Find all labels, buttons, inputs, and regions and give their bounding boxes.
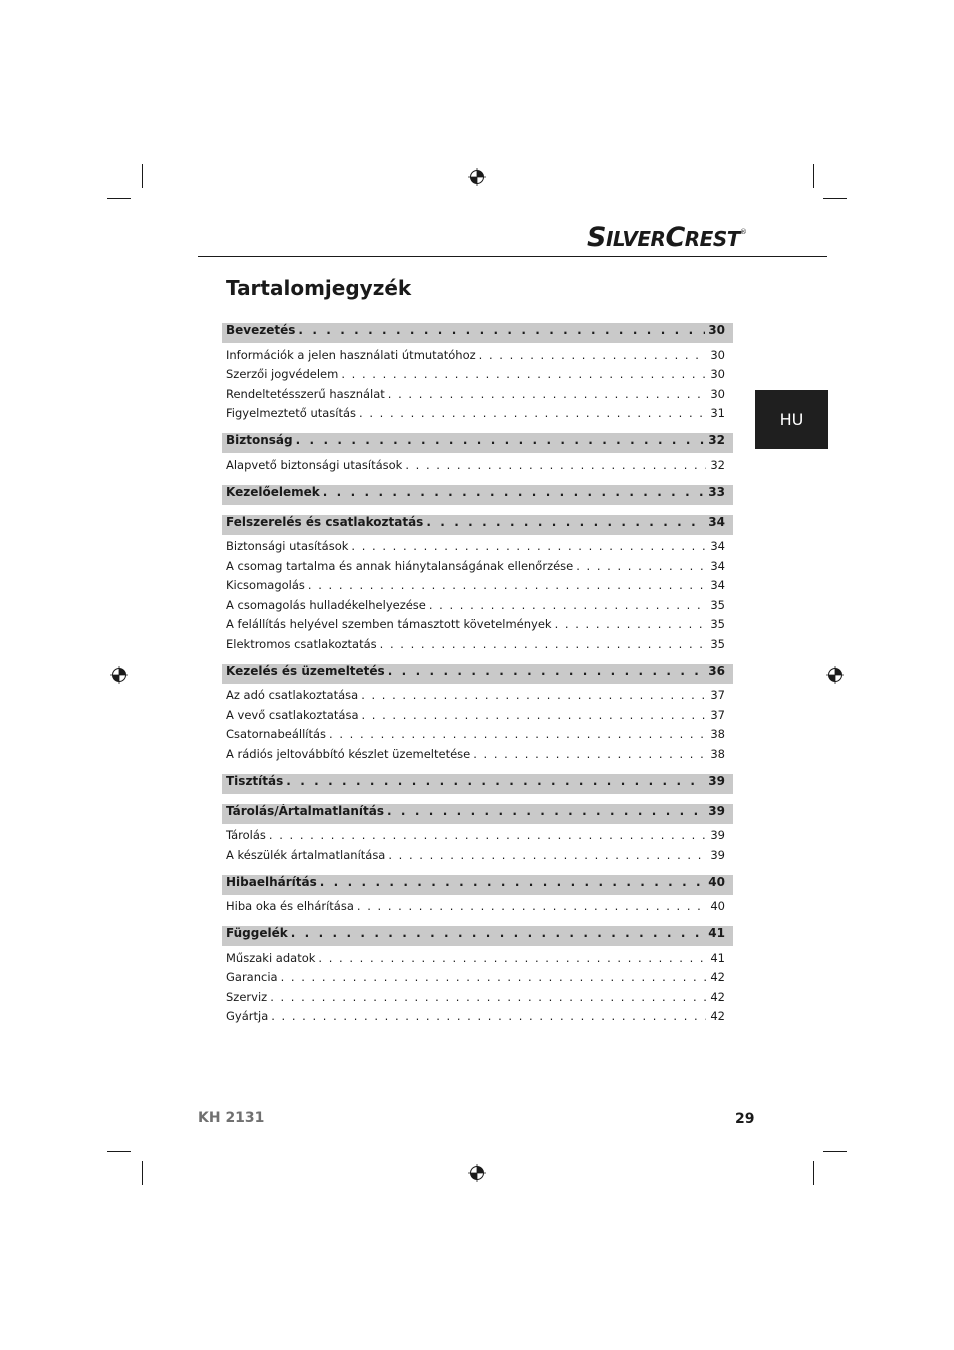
toc-entry[interactable]	[222, 345, 733, 365]
toc-dot-leader	[286, 774, 705, 788]
toc-section-title: Hibaelhárítás	[226, 874, 317, 889]
crop-mark	[107, 1151, 131, 1152]
toc-entry-page: 37	[710, 688, 725, 703]
toc-entry-page: 42	[710, 970, 725, 985]
toc-section-heading[interactable]	[222, 664, 733, 684]
language-tab-label: HU	[779, 410, 804, 429]
toc-entry-label: A felállítás helyével szemben támasztott követelmények	[226, 617, 552, 632]
toc-entry-label: Az adó csatlakoztatása	[226, 688, 359, 703]
toc-dot-leader	[318, 951, 706, 965]
toc-entry-page: 37	[710, 707, 725, 722]
toc-dot-leader	[323, 485, 706, 499]
registration-mark-icon	[468, 1164, 486, 1182]
toc-entry-label: A vevő csatlakoztatása	[226, 707, 359, 722]
toc-section-page: 41	[708, 926, 725, 940]
toc-entry[interactable]	[222, 744, 733, 764]
crop-mark	[823, 198, 847, 199]
toc-dot-leader	[357, 899, 706, 913]
toc-entry[interactable]	[222, 595, 733, 615]
toc-section-page: 33	[708, 484, 725, 499]
toc-entry[interactable]	[222, 365, 733, 385]
toc-entry[interactable]	[222, 455, 733, 475]
toc-entry[interactable]	[222, 897, 733, 917]
crop-mark	[813, 164, 814, 188]
toc-entry-label: Rendeltetésszerű használat	[226, 386, 385, 401]
toc-entry-page: 39	[710, 847, 725, 862]
crop-mark	[142, 164, 143, 188]
toc-entry[interactable]	[222, 1007, 733, 1027]
toc-section-title: Tisztítás	[226, 773, 284, 788]
toc-dot-leader	[329, 727, 706, 741]
toc-entry[interactable]	[222, 705, 733, 725]
toc-entry-label: Gyártja	[226, 1009, 269, 1024]
toc-entry[interactable]	[222, 725, 733, 745]
toc-entry-label: Szerviz	[226, 989, 268, 1004]
toc-entry-label: Kicsomagolás	[226, 578, 305, 593]
toc-dot-leader	[298, 323, 705, 337]
toc-section-page: 32	[708, 433, 725, 447]
toc-section-heading[interactable]	[222, 804, 733, 824]
toc-dot-leader	[388, 664, 706, 678]
toc-section-page: 30	[708, 323, 725, 337]
toc-dot-leader	[405, 458, 706, 472]
toc-section-title: Felszerelés és csatlakoztatás	[226, 514, 424, 529]
toc-dot-leader	[380, 637, 706, 651]
toc-dot-leader	[387, 804, 705, 818]
toc-dot-leader	[555, 617, 706, 631]
toc-section-title: Tárolás/Ártalmatlanítás	[226, 803, 384, 818]
page-number: 29	[735, 1111, 755, 1127]
toc-entry-label: Tárolás	[226, 828, 266, 843]
toc-dot-leader	[291, 926, 706, 940]
toc-entry-page: 34	[710, 578, 725, 593]
toc-entry-label: Információk a jelen használati útmutatóhoz	[226, 347, 476, 362]
toc-section-title: Bevezetés	[226, 323, 296, 337]
toc-entry-label: Alapvető biztonsági utasítások	[226, 457, 403, 472]
toc-section-heading[interactable]	[222, 323, 733, 343]
toc-dot-leader	[281, 970, 706, 984]
toc-section-page: 34	[708, 514, 725, 529]
toc-subsection-list	[222, 455, 733, 475]
toc-dot-leader	[473, 747, 706, 761]
toc-section-page: 40	[708, 874, 725, 889]
toc-entry-page: 35	[710, 636, 725, 651]
toc-entry-label: Szerzői jogvédelem	[226, 367, 339, 382]
toc-section-page: 39	[708, 773, 725, 788]
toc-entry[interactable]	[222, 576, 733, 596]
toc-section-page: 36	[708, 663, 725, 678]
toc-dot-leader	[308, 578, 706, 592]
toc-section-heading[interactable]	[222, 433, 733, 453]
toc-subsection-list	[222, 686, 733, 764]
toc-section-heading[interactable]	[222, 774, 733, 794]
toc-dot-leader	[271, 1009, 706, 1023]
toc-entry-page: 30	[710, 367, 725, 382]
toc-entry-label: Biztonsági utasítások	[226, 539, 349, 554]
toc-entry-page: 34	[710, 558, 725, 573]
toc-entry-label: Műszaki adatok	[226, 950, 316, 965]
toc-subsection-list	[222, 826, 733, 865]
toc-section-page: 39	[708, 803, 725, 818]
toc-entry-label: A készülék ártalmatlanítása	[226, 847, 386, 862]
toc-entry[interactable]	[222, 634, 733, 654]
toc-dot-leader	[359, 406, 706, 420]
crop-mark	[813, 1161, 814, 1185]
toc-entry-page: 42	[710, 1009, 725, 1024]
toc-entry[interactable]	[222, 987, 733, 1007]
toc-entry-page: 31	[710, 406, 725, 421]
toc-entry[interactable]	[222, 968, 733, 988]
toc-dot-leader	[341, 367, 706, 381]
toc-entry-page: 30	[710, 386, 725, 401]
toc-dot-leader	[270, 990, 706, 1004]
toc-section-title: Kezelőelemek	[226, 484, 320, 499]
toc-dot-leader	[576, 559, 706, 573]
toc-entry-page: 38	[710, 746, 725, 761]
toc-entry-page: 32	[710, 457, 725, 472]
registration-mark-icon	[468, 168, 486, 186]
toc-entry-label: Garancia	[226, 970, 278, 985]
toc-dot-leader	[426, 515, 705, 529]
toc-entry-label: A csomag tartalma és annak hiánytalanságának ellenőrzése	[226, 558, 574, 573]
toc-dot-leader	[479, 348, 706, 362]
toc-dot-leader	[429, 598, 706, 612]
toc-entry-label: Elektromos csatlakoztatás	[226, 636, 377, 651]
crop-mark	[823, 1151, 847, 1152]
toc-entry-page: 39	[710, 828, 725, 843]
toc-section-title: Biztonság	[226, 433, 293, 447]
toc-dot-leader	[296, 433, 706, 447]
toc-dot-leader	[269, 828, 706, 842]
toc-entry-label: A csomagolás hulladékelhelyezése	[226, 597, 426, 612]
toc-subsection-list	[222, 948, 733, 1026]
toc-dot-leader	[388, 387, 706, 401]
toc-entry[interactable]	[222, 556, 733, 576]
toc-entry[interactable]	[222, 826, 733, 846]
toc-dot-leader	[351, 539, 706, 553]
toc-dot-leader	[362, 708, 707, 722]
toc-dot-leader	[361, 688, 706, 702]
toc-entry-page: 42	[710, 989, 725, 1004]
toc-entry[interactable]	[222, 686, 733, 706]
toc-entry[interactable]	[222, 948, 733, 968]
toc-entry-page: 40	[710, 899, 725, 914]
registration-mark-icon	[826, 666, 844, 684]
toc-entry[interactable]	[222, 537, 733, 557]
toc-entry-label: Csatornabeállítás	[226, 727, 327, 742]
language-tab	[755, 390, 828, 449]
toc-subsection-list	[222, 537, 733, 654]
toc-section-heading[interactable]	[222, 926, 733, 946]
toc-dot-leader	[320, 875, 706, 889]
toc-dot-leader	[388, 848, 706, 862]
toc-entry-label: Figyelmeztető utasítás	[226, 406, 357, 421]
toc-section-title: Függelék	[226, 926, 288, 940]
crop-mark	[142, 1161, 143, 1185]
registration-mark-icon	[110, 666, 128, 684]
toc-entry[interactable]	[222, 615, 733, 635]
toc-entry-page: 35	[710, 617, 725, 632]
header-rule	[198, 256, 827, 257]
table-of-contents	[222, 323, 733, 1026]
toc-entry-label: Hiba oka és elhárítása	[226, 899, 354, 914]
crop-mark	[107, 198, 131, 199]
toc-section-heading[interactable]	[222, 515, 733, 535]
page-title: Tartalomjegyzék	[226, 276, 412, 300]
toc-entry[interactable]	[222, 845, 733, 865]
toc-entry[interactable]	[222, 384, 733, 404]
toc-entry-page: 30	[710, 347, 725, 362]
toc-entry-page: 34	[710, 539, 725, 554]
toc-entry-page: 41	[710, 950, 725, 965]
toc-entry-label: A rádiós jeltovábbító készlet üzemeltetése	[226, 746, 471, 761]
toc-section-title: Kezelés és üzemeltetés	[226, 663, 385, 678]
toc-subsection-list	[222, 897, 733, 917]
toc-subsection-list	[222, 345, 733, 423]
toc-entry[interactable]	[222, 404, 733, 424]
toc-entry-page: 35	[710, 597, 725, 612]
toc-section-heading[interactable]	[222, 485, 733, 505]
toc-entry-page: 38	[710, 727, 725, 742]
silvercrest-logo: SILVERCREST®	[587, 222, 747, 253]
model-number: KH 2131	[198, 1110, 265, 1126]
toc-section-heading[interactable]	[222, 875, 733, 895]
